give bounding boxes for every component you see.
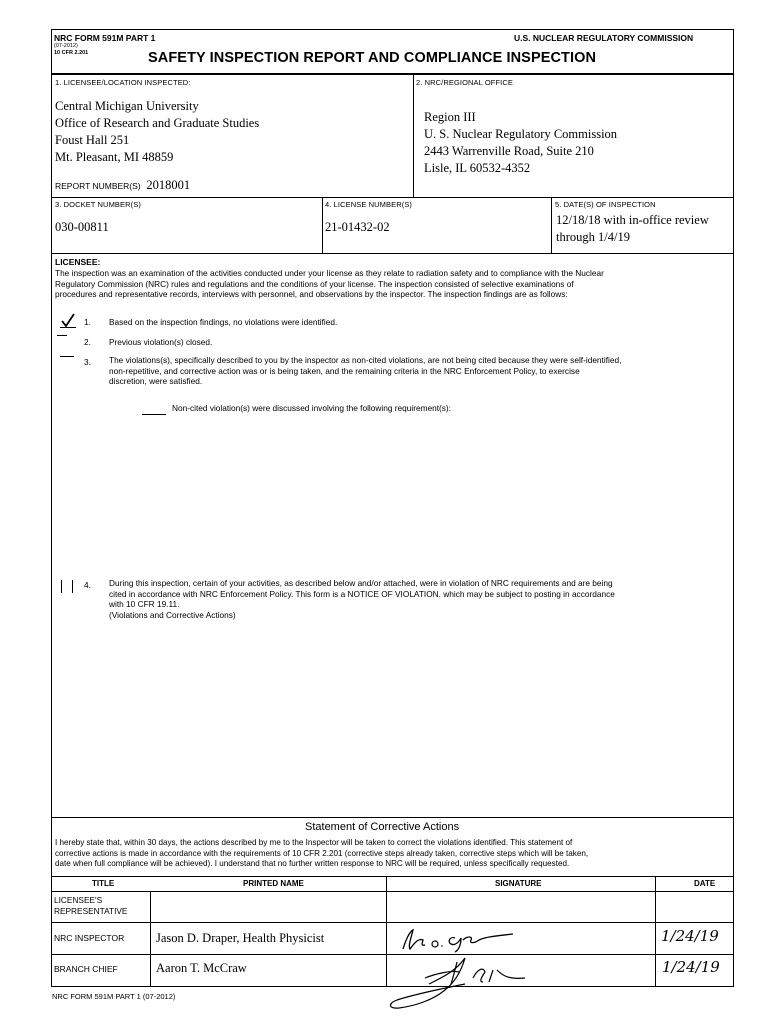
sig-col-sign (655, 876, 656, 987)
licensee-rep-title (54, 895, 127, 917)
item-4-checkbox-left[interactable] (61, 580, 62, 593)
address-line: Central Michigan University (55, 99, 199, 113)
item-3-line: discretion, were satisfied. (109, 376, 203, 386)
address-line: Foust Hall 251 (55, 133, 130, 147)
title-line: REPRESENTATIVE (54, 906, 128, 916)
sig-table-top (51, 876, 734, 877)
inspection-date-label: 5. DATE(S) OF INSPECTION (555, 200, 656, 209)
item-2-number: 2. (84, 337, 91, 347)
licensee-rep-date-field[interactable] (660, 893, 730, 921)
branch-chief-signature-icon (385, 948, 545, 1018)
item-3-text (109, 355, 621, 387)
statement-text (55, 838, 731, 870)
branch-chief-date: 1/24/19 (662, 958, 720, 976)
item-2-text: Previous violation(s) closed. (109, 337, 213, 347)
item-4-line: with 10 CFR 19.11. (109, 599, 180, 609)
licensee-heading: LICENSEE: (55, 257, 101, 267)
office-line: Region III (424, 110, 476, 124)
intro-line: The inspection was an examination of the activities conducted under your license as they relate to radiation safety and to compliance with the Nuclear (55, 268, 604, 278)
checkmark-icon[interactable] (60, 312, 78, 328)
divider-statement (51, 817, 734, 818)
report-number-label: REPORT NUMBER(S) (55, 181, 141, 191)
sig-col-title (150, 891, 151, 987)
item-3-number: 3. (84, 357, 91, 367)
item-4-line: cited in accordance with NRC Enforcement Policy. This form is a NOTICE OF VIOLATION. which may be subject to posting in accordance (109, 588, 615, 599)
form-title: SAFETY INSPECTION REPORT AND COMPLIANCE INSPECTION (148, 50, 597, 66)
license-number-value: 21-01432-02 (325, 220, 390, 234)
item-2-check-line[interactable] (57, 335, 67, 336)
divider-3-4 (322, 197, 323, 253)
item-4-number: 4. (84, 580, 91, 590)
item-3-line: The violations(s), specifically described to you by the inspector as non-cited violations, are not being cited because they were self-identified, (109, 355, 622, 365)
form-id: NRC FORM 591M PART 1 (54, 33, 156, 43)
docket-number-value: 030-00811 (55, 220, 109, 234)
footer-form-ref: NRC FORM 591M PART 1 (07-2012) (52, 992, 176, 1001)
licensee-address (55, 98, 259, 166)
regional-office-label: 2. NRC/REGIONAL OFFICE (416, 78, 513, 87)
divider-row2 (51, 253, 734, 254)
item-1-number: 1. (84, 317, 91, 327)
address-line: Mt. Pleasant, MI 48859 (55, 150, 174, 164)
statement-title: Statement of Corrective Actions (305, 821, 460, 833)
date-line: through 1/4/19 (556, 230, 630, 244)
sig-header-signature: SIGNATURE (495, 879, 542, 888)
intro-line: Regulatory Commission (NRC) rules and regulations and the conditions of your license. The inspection consisted of selective examinations of (55, 278, 574, 289)
inspection-date-value (556, 212, 709, 246)
office-line: U. S. Nuclear Regulatory Commission (424, 127, 618, 141)
intro-line: procedures and representative records, interviews with personnel, and observations by the inspector. The inspection findings are as follows: (55, 289, 568, 299)
sig-header-bottom (51, 891, 734, 892)
statement-line: I hereby state that, within 30 days, the actions described by me to the Inspector will be taken to correct the violations identified. This statement of (55, 838, 573, 847)
noncited-check-line[interactable] (142, 414, 166, 415)
sig-row1-bottom (51, 922, 734, 923)
inspector-name: Jason D. Draper, Health Physicist (156, 931, 325, 945)
address-line: Office of Research and Graduate Studies (55, 116, 260, 130)
docket-number-label: 3. DOCKET NUMBER(S) (55, 200, 141, 209)
office-line: Lisle, IL 60532-4352 (424, 161, 531, 175)
item-4-line: (Violations and Corrective Actions) (109, 609, 236, 620)
form-rev: (07-2012) (54, 43, 78, 49)
item-1-text: Based on the inspection findings, no violations were identified. (109, 317, 338, 327)
noncited-text: Non-cited violation(s) were discussed involving the following requirement(s): (172, 403, 451, 413)
sig-header-date: DATE (694, 879, 716, 888)
licensee-location-label: 1. LICENSEE/LOCATION INSPECTED: (55, 78, 191, 87)
agency-name: U.S. NUCLEAR REGULATORY COMMISSION (514, 33, 694, 43)
branch-chief-title: BRANCH CHIEF (54, 964, 118, 974)
item-4-line: During this inspection, certain of your activities, as described below and/or attached, were in violation of NRC requirements and are being (109, 578, 613, 588)
inspection-intro (55, 268, 731, 300)
regional-office-address (424, 109, 617, 177)
inspector-title: NRC INSPECTOR (54, 933, 125, 943)
cfr-ref: 10 CFR 2.201 (54, 50, 89, 56)
item-4-text (109, 578, 615, 620)
inspector-date: 1/24/19 (661, 927, 719, 945)
licensee-rep-signature-field[interactable] (392, 893, 650, 921)
report-number-value: 2018001 (146, 178, 191, 192)
date-line: 12/18/18 with in-office review (556, 213, 709, 227)
branch-chief-name: Aaron T. McCraw (156, 961, 247, 975)
header-divider (51, 73, 734, 75)
title-line: LICENSEE'S (54, 895, 103, 905)
sig-header-title: TITLE (92, 879, 115, 888)
office-line: 2443 Warrenville Road, Suite 210 (424, 144, 594, 158)
report-number (55, 178, 190, 193)
item-3-check-line[interactable] (60, 356, 74, 357)
license-number-label: 4. LICENSE NUMBER(S) (325, 200, 413, 209)
statement-line: date when full compliance will be achieved). I understand that no further written response to NRC will be required, unless specifically requested. (55, 859, 570, 868)
statement-line: corrective actions is made in accordance with the requirements of 10 CFR 2.201 (corrective steps already taken, corrective steps which will be taken, (55, 848, 589, 858)
divider-row1 (51, 197, 734, 198)
sig-header-name: PRINTED NAME (243, 879, 304, 888)
divider-1-2 (413, 74, 414, 197)
item-4-checkbox-right[interactable] (72, 580, 73, 593)
item-3-line: non-repetitive, and corrective action was or is being taken, and the remaining criteria in the NRC Enforcement Policy, to exercise (109, 365, 580, 376)
divider-4-5 (551, 197, 552, 253)
